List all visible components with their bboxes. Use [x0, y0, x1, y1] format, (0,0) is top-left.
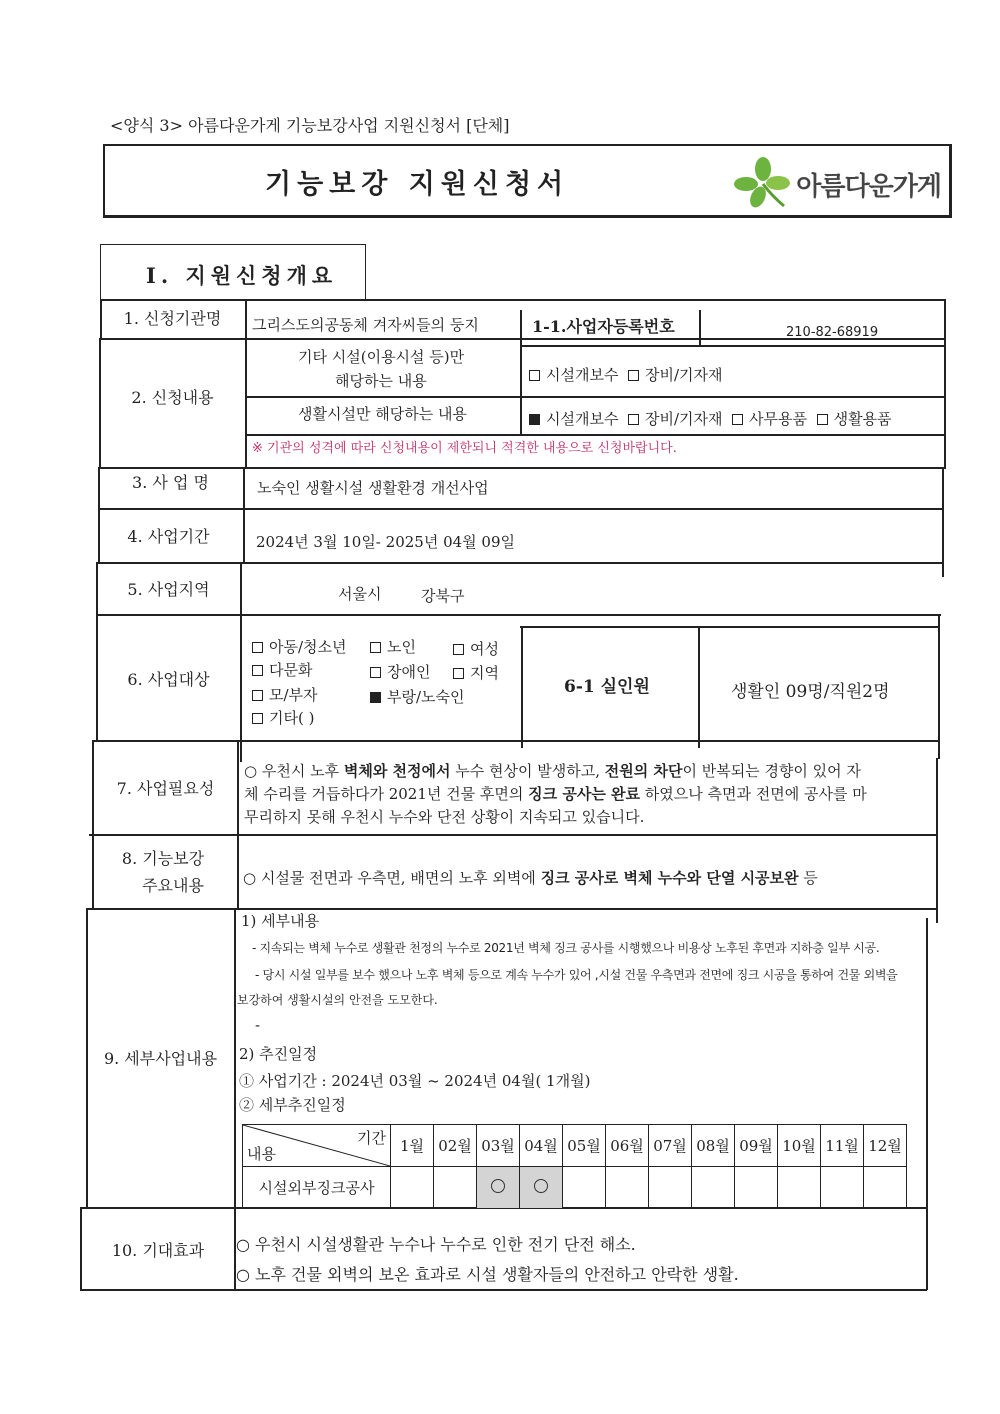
content-row2-options: 시설개보수 장비/기자재 사무용품 생활용품	[529, 408, 892, 430]
biz-reg-label: 1-1.사업자등록번호	[532, 317, 675, 336]
effect-line-2: ○ 노후 건물 외벽의 보온 효과로 시설 생활자들의 안전하고 안락한 생활.	[236, 1265, 739, 1284]
page-title: 기능보강 지원신청서	[265, 169, 570, 200]
target-opt-local: 지역	[453, 662, 499, 684]
necessity-line-2: 체 수리를 거듭하다가 2021년 건물 후면의 징크 공사는 완료 하였으나 측면과 전면에 공사를 마	[244, 785, 867, 803]
main-content-label-b: 주요내용	[142, 876, 204, 895]
title-box	[103, 144, 952, 218]
details-heading-1: 1) 세부내용	[241, 912, 320, 930]
details-label: 9. 세부사업내용	[103, 1049, 218, 1068]
content-note: ※ 기관의 성격에 따라 신청내용이 제한되니 적격한 내용으로 신청바랍니다.	[252, 441, 677, 456]
checkbox-homeless[interactable]	[370, 692, 381, 703]
details-heading-2: 2) 추진일정	[239, 1045, 318, 1063]
schedule-cell	[391, 1167, 434, 1209]
details-line-2a: - 당시 시설 일부를 보수 했으나 노후 벽체 등으로 계속 누수가 있어 ,시설 건물 우측면과 전면에 징크 시공을 통하여 건물 외벽을	[255, 968, 898, 982]
logo	[732, 156, 941, 212]
details-dash: -	[255, 1016, 261, 1034]
month-header: 06월	[606, 1125, 649, 1167]
region-city: 서울시	[338, 585, 382, 603]
schedule-cell	[649, 1167, 692, 1209]
target-opt-women: 여성	[453, 638, 499, 660]
content-label: 2. 신청내용	[131, 388, 214, 407]
schedule-content-header: 내용	[247, 1145, 276, 1163]
logo-text: 아름다운가게	[796, 171, 941, 202]
necessity-line-1: ○ 우천시 노후 벽체와 천정에서 누수 현상이 발생하고, 전원의 차단이 반복되는 경향이 있어 자	[244, 762, 861, 780]
schedule-cell-active	[477, 1167, 520, 1209]
month-header: 09월	[735, 1125, 778, 1167]
details-period: ① 사업기간 : 2024년 03월 ~ 2024년 04월( 1개월)	[239, 1072, 591, 1090]
schedule-mark-icon	[534, 1179, 548, 1193]
checkbox-single-parent[interactable]	[252, 690, 263, 701]
target-opt-single: 모/부자	[252, 684, 318, 706]
schedule-cell	[735, 1167, 778, 1209]
month-header: 1월	[391, 1125, 434, 1167]
target-opt-child: 아동/청소년	[252, 636, 347, 658]
main-content-value: ○ 시설물 전면과 우측면, 배면의 노후 외벽에 징크 공사로 벽체 누수와 단열 시공보완 등	[243, 869, 818, 887]
checkbox-women[interactable]	[453, 644, 464, 655]
checkbox-living-supplies[interactable]	[817, 414, 828, 425]
effect-line-1: ○ 우천시 시설생활관 누수나 누수로 인한 전기 단전 해소.	[236, 1235, 636, 1254]
month-header: 05월	[563, 1125, 606, 1167]
content-row1-options: 시설개보수 장비/기자재	[529, 364, 723, 386]
actual-people-value: 생활인 09명/직원2명	[731, 682, 890, 702]
target-label: 6. 사업대상	[127, 670, 210, 689]
month-header: 04월	[520, 1125, 563, 1167]
month-header: 12월	[864, 1125, 907, 1167]
month-header: 10월	[778, 1125, 821, 1167]
schedule-cell	[864, 1167, 907, 1209]
schedule-table	[242, 1124, 907, 1209]
schedule-cell	[563, 1167, 606, 1209]
schedule-cell-active	[520, 1167, 563, 1209]
target-opt-elder: 노인	[370, 636, 416, 658]
checkbox-office-supplies[interactable]	[732, 414, 743, 425]
target-opt-disabled: 장애인	[370, 661, 430, 683]
clover-logo-icon	[732, 156, 794, 212]
checkbox-other[interactable]	[252, 713, 263, 724]
schedule-period-header: 기간	[357, 1129, 386, 1147]
checkbox-disabled[interactable]	[370, 667, 381, 678]
biz-reg-value: 210-82-68919	[786, 325, 879, 340]
month-header: 03월	[477, 1125, 520, 1167]
schedule-mark-icon	[491, 1179, 505, 1193]
main-content-label-a: 8. 기능보강	[121, 849, 205, 868]
schedule-corner-header	[243, 1125, 391, 1167]
checkbox-elder[interactable]	[370, 642, 381, 653]
month-header: 07월	[649, 1125, 692, 1167]
section-tab	[100, 244, 366, 300]
checkbox-facility-repair-1[interactable]	[529, 370, 540, 381]
project-name-value: 노숙인 생활시설 생활환경 개선사업	[257, 479, 489, 497]
checkbox-multicultural[interactable]	[252, 665, 263, 676]
region-label: 5. 사업지역	[127, 580, 210, 599]
details-line-1: - 지속되는 벽체 누수로 생활관 천정의 누수로 2021년 벽체 징크 공사를 시행했으나 비용상 노후된 후면과 지하층 일부 시공.	[252, 941, 880, 955]
details-line-2b: 보강하여 생활시설의 안전을 도모한다.	[237, 993, 438, 1007]
month-header: 08월	[692, 1125, 735, 1167]
target-opt-multi: 다문화	[252, 659, 312, 681]
form-caption: <양식 3> 아름다운가게 기능보강사업 지원신청서 [단체]	[110, 116, 510, 135]
schedule-cell	[778, 1167, 821, 1209]
checkbox-child[interactable]	[252, 642, 263, 653]
target-opt-other: 기타( )	[252, 707, 314, 729]
schedule-cell	[692, 1167, 735, 1209]
effect-label: 10. 기대효과	[111, 1241, 205, 1260]
checkbox-equipment-2[interactable]	[628, 414, 639, 425]
period-value: 2024년 3월 10일- 2025년 04월 09일	[256, 533, 516, 551]
content-row1-desc-a: 기타 시설(이용시설 등)만	[298, 348, 465, 366]
schedule-cell	[821, 1167, 864, 1209]
checkbox-equipment-1[interactable]	[628, 370, 639, 381]
org-name-value: 그리스도의공동체 겨자씨들의 둥지	[252, 316, 479, 334]
month-header: 02월	[434, 1125, 477, 1167]
month-header: 11월	[821, 1125, 864, 1167]
period-label: 4. 사업기간	[127, 527, 210, 546]
project-name-label: 3. 사 업 명	[132, 473, 209, 492]
necessity-label: 7. 사업필요성	[116, 779, 215, 798]
region-district: 강북구	[421, 587, 465, 605]
schedule-task: 시설외부징크공사	[243, 1167, 391, 1209]
checkbox-facility-repair-2[interactable]	[529, 414, 540, 425]
actual-people-label: 6-1 실인원	[564, 677, 650, 697]
schedule-cell	[606, 1167, 649, 1209]
content-row2-desc: 생활시설만 해당하는 내용	[298, 405, 467, 423]
details-schedule-heading: ② 세부추진일정	[239, 1096, 346, 1114]
section-title: Ⅰ. 지원신청개요	[146, 263, 338, 288]
necessity-line-3: 무리하지 못해 우천시 누수와 단전 상황이 지속되고 있습니다.	[244, 808, 645, 826]
schedule-cell	[434, 1167, 477, 1209]
org-name-label: 1. 신청기관명	[123, 309, 222, 328]
target-opt-homeless: 부랑/노숙인	[370, 686, 465, 708]
content-row1-desc-b: 해당하는 내용	[335, 372, 427, 390]
checkbox-local[interactable]	[453, 668, 464, 679]
